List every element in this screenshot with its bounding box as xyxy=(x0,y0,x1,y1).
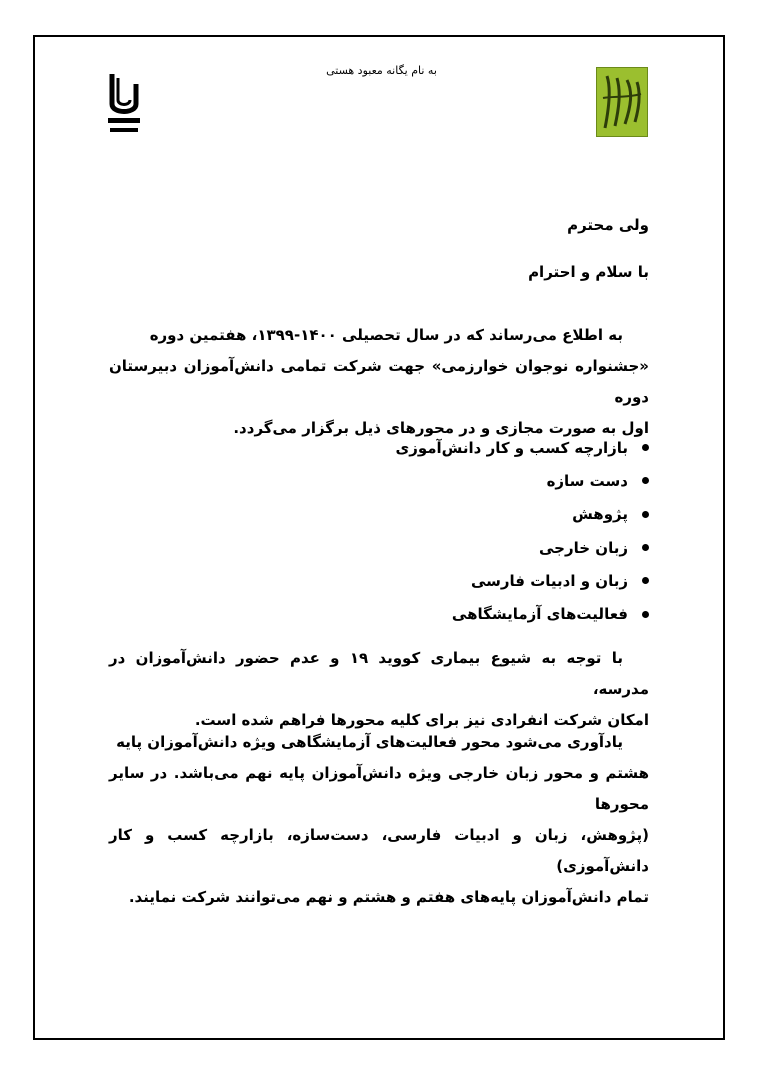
bullet-icon xyxy=(642,577,649,584)
reminder-line: یادآوری می‌شود محور فعالیت‌های آزمایشگاهی ویژه دانش‌آموزان پایه xyxy=(116,733,623,751)
bullet-icon xyxy=(642,477,649,484)
brand-logo-icon xyxy=(104,70,144,142)
list-item: فعالیت‌های آزمایشگاهی xyxy=(395,597,649,630)
reminder-line: (پژوهش، زبان و ادبیات فارسی، دست‌سازه، بازارچه کسب و کار دانش‌آموزی) xyxy=(109,826,649,875)
greeting-line: با سلام و احترام xyxy=(528,263,649,281)
bullet-icon xyxy=(642,544,649,551)
cooperative-logo-icon xyxy=(597,68,647,136)
list-item: زبان و ادبیات فارسی xyxy=(395,564,649,597)
list-item: زبان خارجی xyxy=(395,531,649,564)
list-item: دست سازه xyxy=(395,464,649,497)
list-item: پژوهش xyxy=(395,498,649,531)
brand-logo xyxy=(104,70,144,142)
basmala-header: به نام یگانه معبود هستی xyxy=(326,64,437,77)
cooperative-logo xyxy=(596,67,648,137)
reminder-paragraph xyxy=(109,727,649,913)
bullet-icon xyxy=(642,611,649,618)
intro-line: «جشنواره نوجوان خوارزمی» جهت شرکت تمامی دانش‌آموزان دبیرستان دوره xyxy=(109,357,649,406)
covid-line: امکان شرکت انفرادی نیز برای کلیه محورها فراهم شده است. xyxy=(194,711,649,729)
intro-paragraph xyxy=(109,320,649,444)
covid-paragraph xyxy=(109,643,649,736)
salutation: ولی محترم xyxy=(567,216,649,234)
intro-line: به اطلاع می‌رساند که در سال تحصیلی ۱۴۰۰-۱۳۹۹، هفتمین دوره xyxy=(149,326,623,344)
reminder-line: تمام دانش‌آموزان پایه‌های هفتم و هشتم و نهم می‌توانند شرکت نمایند. xyxy=(128,888,649,906)
competition-axes-list xyxy=(395,431,649,631)
bullet-icon xyxy=(642,511,649,518)
bullet-icon xyxy=(642,444,649,451)
reminder-line: هشتم و محور زبان خارجی ویژه دانش‌آموزان پایه نهم می‌باشد. در سایر محورها xyxy=(109,764,649,813)
covid-line: با توجه به شیوع بیماری کووید ۱۹ و عدم حضور دانش‌آموزان در مدرسه، xyxy=(109,649,649,698)
intro-line: اول به صورت مجازی و در محورهای ذیل برگزار می‌گردد. xyxy=(233,419,649,437)
list-item: بازارچه کسب و کار دانش‌آموزی xyxy=(395,431,649,464)
